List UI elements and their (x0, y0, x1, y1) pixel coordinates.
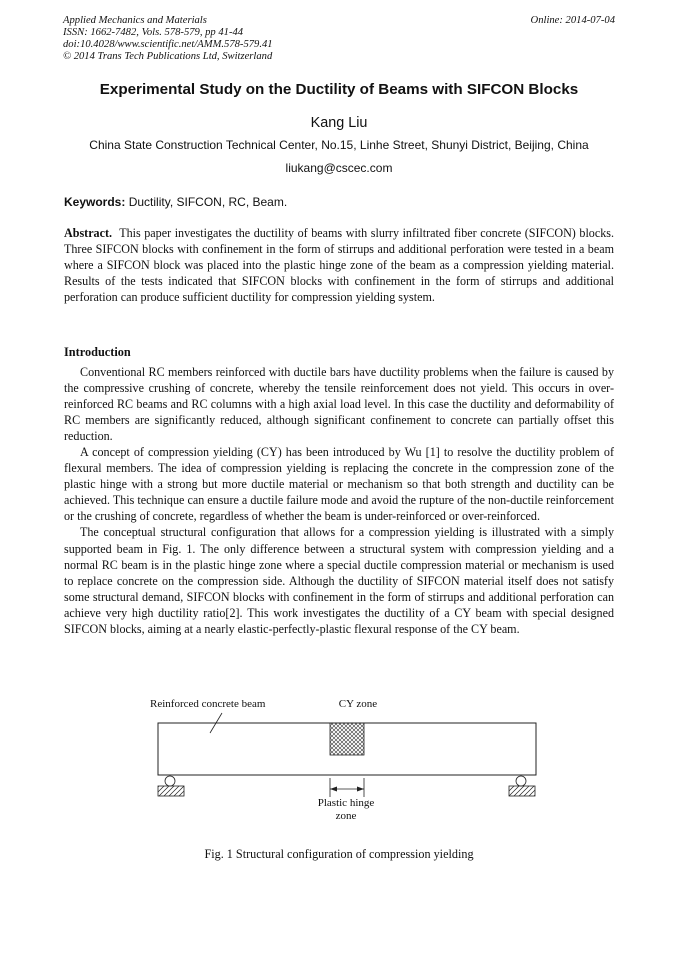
intro-paragraph: Conventional RC members reinforced with ductile bars have ductility problems when the failure is caused by the compressive crushing of concrete, whereby the tensile reinforcement does not yield. This occurs in over-reinforced RC beams and RC columns with a high axial load level. In this case the ductility and deformability of RC members are significantly reduced, although significant confinement to concrete can partially offset this reduction. (64, 365, 614, 444)
keywords-label: Keywords: (64, 195, 126, 209)
author-name: Kang Liu (310, 115, 368, 131)
intro-paragraph: A concept of compression yielding (CY) has been introduced by Wu [1] to resolve the ductility problem of flexural members. The idea of compression yielding is replacing the concrete in the compression zone of the plastic hinge with a strong but more ductile material or mechanism so that both strength and ductility can be achieved. This technique can ensure a ductile failure mode and avoid the rupture of the non-ductile reinforcement or the crushing of concrete, regardless of whether the beam is under-reinforced or over-reinforced. (64, 445, 614, 524)
intro-paragraph: The conceptual structural configuration that allows for a compression yielding is illustrated with a simply supported beam in Fig. 1. The only difference between a structural system with compression yielding and a normal RC beam is in the plastic hinge zone where a special ductile compression material or mechanism is used to replace concrete on the compression side. Although the ductility of SIFCON material itself does not satisfy some structural demand, SIFCON blocks with confinement in the form of stirrups and additional perforation can achieve very high ductility ratio[2]. This work investigates the ductility of a CY beam with special designed SIFCON blocks, aiming at a nearly elastic-perfectly-plastic flexural response of the CY beam. (64, 525, 614, 636)
plastic-hinge-label-line2: zone (335, 810, 357, 822)
journal-name: Applied Mechanics and Materials (63, 15, 207, 26)
doi-line[interactable]: doi:10.4028/www.scientific.net/AMM.578-579.41 (63, 39, 273, 50)
paper-title: Experimental Study on the Ductility of Beams with SIFCON Blocks (99, 81, 579, 98)
cy-zone-label: CY zone (338, 698, 378, 710)
author-affiliation: China State Construction Technical Center, No.15, Linhe Street, Shunyi District, Beijing, China (89, 138, 589, 152)
online-date: Online: 2014-07-04 (530, 15, 615, 26)
abstract-text: This paper investigates the ductility of beams with slurry infiltrated fiber concrete (SIFCON) blocks. Three SIFCON blocks with confinement in the form of stirrups and additional perforation were tested in a beam where a SIFCON block was placed into the plastic hinge zone of the beam as a compression yielding material. Results of the tests indicated that SIFCON blocks with confinement in the form of stirrups and additional perforation can produce sufficient ductility for compression yielding system. (64, 226, 614, 305)
plastic-hinge-label (296, 797, 396, 823)
issn-line: ISSN: 1662-7482, Vols. 578-579, pp 41-44 (63, 27, 244, 38)
keywords-text: Ductility, SIFCON, RC, Beam. (128, 195, 288, 209)
section-heading-introduction: Introduction (64, 345, 131, 359)
right-support (509, 776, 535, 796)
cy-zone-block (330, 723, 364, 755)
plastic-hinge-dimension (330, 778, 364, 797)
abstract-label: Abstract. (64, 226, 113, 240)
author-email[interactable]: liukang@cscec.com (285, 161, 393, 175)
beam-label: Reinforced concrete beam (150, 698, 266, 710)
left-support (158, 776, 184, 796)
figure-caption: Fig. 1 Structural configuration of compression yielding (204, 847, 474, 861)
copyright-line: © 2014 Trans Tech Publications Ltd, Switzerland (63, 51, 273, 62)
plastic-hinge-label-line1: Plastic hinge (317, 797, 375, 809)
